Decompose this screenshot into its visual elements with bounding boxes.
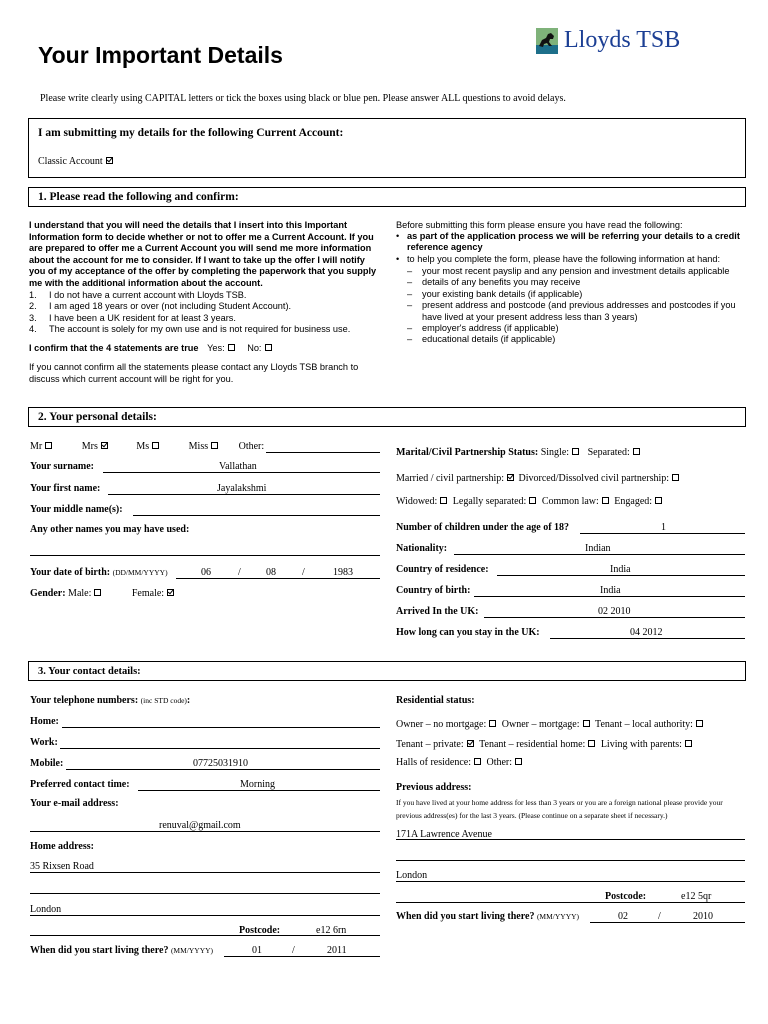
brand-name: Lloyds TSB [564, 27, 681, 53]
children-label: Number of children under the age of 18? [396, 522, 570, 533]
married-row: Married / civil partnership: Divorced/Dissolved civil partnership: [396, 473, 679, 484]
prev-address-field-3[interactable] [396, 881, 745, 882]
info-item: – present address and postcode (and previous addresses and postcodes if you have lived at your present address less than 3 years) [407, 300, 736, 322]
other-names-field[interactable] [30, 555, 380, 556]
email-label: Your e-mail address: [30, 798, 119, 809]
info-item: – details of any benefits you may receive [407, 277, 581, 288]
previous-address-note: If you have lived at your home address for less than 3 years or you are a foreign national please provide your previous address(es) for the last 3 years. (Please continue on a separate sheet if necessary.) [396, 798, 723, 820]
horse-logo-icon [536, 28, 558, 54]
middle-name-label: Your middle name(s): [30, 504, 123, 515]
common-law-checkbox[interactable] [602, 497, 609, 504]
engaged-checkbox[interactable] [655, 497, 662, 504]
confirm-yes-checkbox[interactable] [228, 344, 235, 351]
title-mrs[interactable]: Mrs [82, 441, 108, 452]
children-field[interactable] [580, 533, 745, 534]
prev-address-line1: 171A Lawrence Avenue [396, 829, 492, 840]
dob-month: 08 [266, 567, 276, 578]
email-field[interactable] [30, 831, 380, 832]
section1-intro: I understand that you will need the details that I insert into this Important Information form to decide whether or not to offer me a Current Account. If you are prepared to offer me a Current Account you will send me more information about the account for me to consider. If I want to take up the offer I will notify you of my acceptance of the offer by completing the paperwork that you supply me with the additional information about the account. [29, 220, 377, 288]
work-phone-label: Work: [30, 737, 58, 748]
work-phone-field[interactable] [60, 748, 380, 749]
account-box [28, 118, 746, 178]
start-living-label: When did you start living there? (MM/YYYY) [30, 945, 214, 956]
title-row: Mr Mrs Ms Miss Other: [30, 441, 265, 452]
info-item: – educational details (if applicable) [407, 334, 556, 345]
phone-label: Your telephone numbers: (inc STD code): [30, 695, 191, 706]
prev-address-field-1[interactable] [396, 839, 745, 840]
home-phone-label: Home: [30, 716, 59, 727]
nationality-value: Indian [585, 543, 611, 554]
postcode-value: e12 6rn [316, 925, 347, 936]
page-title: Your Important Details [38, 42, 283, 68]
statement-4: 4. The account is solely for my own use and is not required for business use. [29, 324, 351, 335]
statement-3: 3. I have been a UK resident for at least 3 years. [29, 312, 236, 323]
tenant-local-checkbox[interactable] [696, 720, 703, 727]
residence-field[interactable] [497, 575, 745, 576]
stay-field[interactable] [550, 638, 745, 639]
prev-postcode-field[interactable] [396, 902, 745, 903]
address-line1: 35 Rixsen Road [30, 861, 94, 872]
residential-other-checkbox[interactable] [515, 758, 522, 765]
address-field-2[interactable] [30, 893, 380, 894]
right-intro: Before submitting this form please ensure you have read the following: [396, 220, 683, 230]
start-year: 2011 [327, 945, 347, 956]
divorced-checkbox[interactable] [672, 474, 679, 481]
first-name-value: Jayalakshmi [217, 483, 267, 494]
title-ms[interactable]: Ms [136, 441, 159, 452]
mobile-label: Mobile: [30, 758, 64, 769]
other-names-label: Any other names you may have used: [30, 524, 190, 535]
contact-time-label: Preferred contact time: [30, 779, 130, 790]
surname-field[interactable] [103, 472, 380, 473]
dob-label: Your date of birth: (DD/MM/YYYY) [30, 567, 168, 578]
section2-header: 2. Your personal details: [28, 407, 746, 427]
home-phone-field[interactable] [62, 727, 380, 728]
prev-postcode-label: Postcode: [605, 891, 647, 902]
right-bullet-credit: • as part of the application process we will be referring your details to a credit reference agency [396, 231, 740, 253]
legally-separated-checkbox[interactable] [529, 497, 536, 504]
gender-male-checkbox[interactable] [94, 589, 101, 596]
arrived-value: 02 2010 [598, 606, 631, 617]
prev-address-field-2[interactable] [396, 860, 745, 861]
confirm-no-checkbox[interactable] [265, 344, 272, 351]
title-mr-checkbox[interactable] [45, 442, 52, 449]
statement-1: 1. I do not have a current account with Lloyds TSB. [29, 290, 247, 300]
contact-time-value: Morning [240, 779, 275, 790]
start-month: 01 [252, 945, 262, 956]
info-item: – employer's address (if applicable) [407, 323, 559, 334]
living-parents-checkbox[interactable] [685, 740, 692, 747]
dob-year: 1983 [333, 567, 353, 578]
right-bullet-info: • to help you complete the form, please have the following information at hand: [396, 254, 721, 264]
arrived-label: Arrived In the UK: [396, 606, 479, 617]
title-miss-checkbox[interactable] [211, 442, 218, 449]
nationality-field[interactable] [454, 554, 745, 555]
confirm-row: I confirm that the 4 statements are true Yes: No: [29, 343, 272, 353]
dob-day: 06 [201, 567, 211, 578]
prev-start-field[interactable] [590, 922, 745, 923]
birth-country-label: Country of birth: [396, 585, 471, 596]
owner-mortgage-checkbox[interactable] [583, 720, 590, 727]
residential-label: Residential status: [396, 695, 475, 706]
owner-no-mortgage-checkbox[interactable] [489, 720, 496, 727]
title-other-field[interactable] [266, 452, 380, 453]
gender-female-checkbox[interactable] [167, 589, 174, 596]
previous-address-label: Previous address: [396, 782, 472, 793]
owner-row: Owner – no mortgage: Owner – mortgage: Tenant – local authority: [396, 719, 703, 730]
arrived-field[interactable] [484, 617, 745, 618]
info-item: – your most recent payslip and any pension and investment details applicable [407, 266, 730, 276]
stay-label: How long can you stay in the UK: [396, 627, 540, 638]
halls-checkbox[interactable] [474, 758, 481, 765]
cannot-confirm-note: If you cannot confirm all the statements please contact any Lloyds TSB branch to discuss which current account will be right for you. [29, 362, 359, 384]
prev-start-label: When did you start living there? (MM/YYYY) [396, 911, 580, 922]
info-list [396, 266, 752, 346]
surname-label: Your surname: [30, 461, 94, 472]
section1-header: 1. Please read the following and confirm: [28, 187, 746, 207]
nationality-label: Nationality: [396, 543, 448, 554]
widowed-row: Widowed: Legally separated: Common law: Engaged: [396, 496, 662, 507]
address-city: London [30, 904, 62, 915]
dob-field[interactable] [176, 578, 380, 579]
gender-row: Gender: Male: Female: [30, 588, 174, 599]
classic-account-option[interactable]: Classic Account [38, 156, 113, 167]
mobile-value: 07725031910 [193, 758, 248, 769]
account-heading: I am submitting my details for the following Current Account: [38, 127, 344, 139]
first-name-field[interactable] [108, 494, 380, 495]
postcode-label: Postcode: [239, 925, 281, 936]
brand-logo [536, 28, 696, 58]
residence-label: Country of residence: [396, 564, 489, 575]
mobile-field[interactable] [66, 769, 380, 770]
classic-account-checkbox[interactable] [106, 157, 113, 164]
prev-postcode-value: e12 5qr [681, 891, 712, 902]
birth-country-field[interactable] [474, 596, 745, 597]
tenant-row: Tenant – private: Tenant – residential home: Living with parents: [396, 739, 692, 750]
surname-value: Vallathan [219, 461, 257, 472]
middle-name-field[interactable] [133, 515, 380, 516]
info-item: – your existing bank details (if applicable) [407, 288, 583, 299]
title-miss[interactable]: Miss [189, 441, 218, 452]
single-checkbox[interactable] [572, 448, 579, 455]
residence-value: India [610, 564, 631, 575]
first-name-label: Your first name: [30, 483, 101, 494]
tenant-home-checkbox[interactable] [588, 740, 595, 747]
prev-start-year: 2010 [693, 911, 713, 922]
statement-list [29, 290, 389, 336]
home-address-label: Home address: [30, 841, 94, 852]
instructions: Please write clearly using CAPITAL letters or tick the boxes using black or blue pen. Please answer ALL questions to avoid delays. [40, 93, 566, 104]
title-mr[interactable]: Mr [30, 441, 52, 452]
section3-header: 3. Your contact details: [28, 661, 746, 681]
married-checkbox[interactable] [507, 474, 514, 481]
statement-2: 2. I am aged 18 years or over (not including Student Account). [29, 301, 292, 312]
stay-value: 04 2012 [630, 627, 663, 638]
halls-row: Halls of residence: Other: [396, 757, 522, 768]
start-living-field[interactable] [224, 956, 380, 957]
separated-checkbox[interactable] [633, 448, 640, 455]
email-value: renuval@gmail.com [159, 820, 241, 831]
widowed-checkbox[interactable] [440, 497, 447, 504]
address-field-1[interactable] [30, 872, 380, 873]
children-value: 1 [661, 522, 666, 533]
address-field-3[interactable] [30, 915, 380, 916]
tenant-private-checkbox[interactable] [467, 740, 474, 747]
prev-address-city: London [396, 870, 428, 881]
title-mrs-checkbox[interactable] [101, 442, 108, 449]
marital-row: Marital/Civil Partnership Status: Single: Separated: [396, 447, 640, 458]
contact-time-field[interactable] [138, 790, 380, 791]
prev-start-month: 02 [618, 911, 628, 922]
birth-country-value: India [600, 585, 621, 596]
title-ms-checkbox[interactable] [152, 442, 159, 449]
